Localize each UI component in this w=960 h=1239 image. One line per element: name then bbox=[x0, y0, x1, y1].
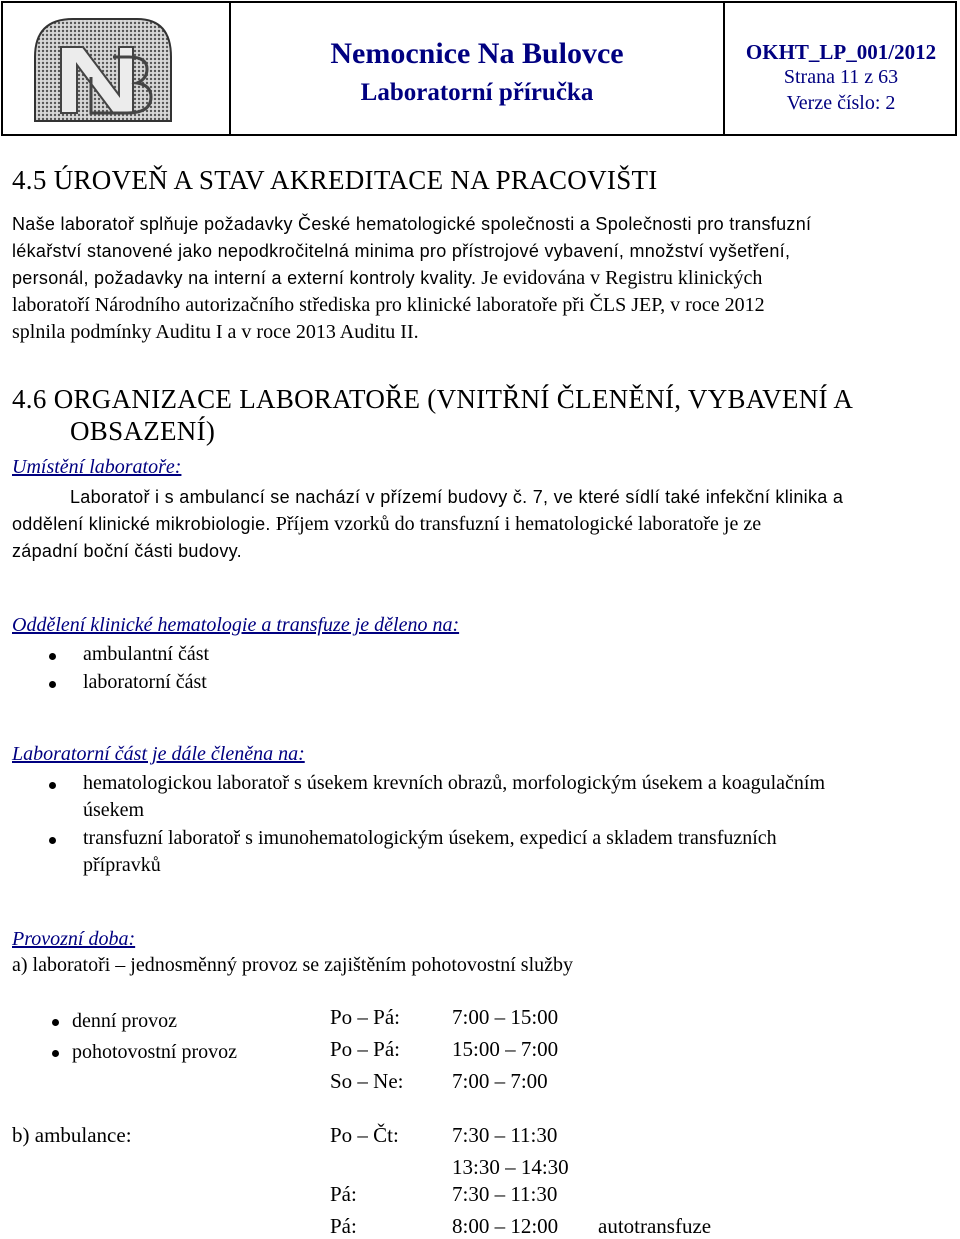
hours-days: Pá: bbox=[330, 1182, 357, 1206]
accreditation-paragraph bbox=[12, 211, 952, 346]
bullet-icon bbox=[49, 837, 56, 844]
shift-item: pohotovostní provoz bbox=[72, 1041, 237, 1063]
hours-days: Po – Pá: bbox=[330, 1037, 401, 1061]
hours-time: 15:00 – 7:00 bbox=[452, 1037, 559, 1061]
bullet-icon bbox=[49, 681, 56, 688]
paragraph-line: laboratoří Národního autorizačního střediska pro klinické laboratoře při ČLS JEP, v roce 2012 bbox=[12, 294, 765, 316]
hours-time: 8:00 – 12:00 bbox=[452, 1214, 559, 1238]
list-item: ambulantní část bbox=[83, 643, 210, 665]
hours-lab-line: a) laboratoři – jednosměnný provoz se zajištěním pohotovostní služby bbox=[12, 954, 573, 976]
document-code: OKHT_LP_001/2012 bbox=[745, 40, 937, 64]
section-heading-4-6-cont: OBSAZENÍ) bbox=[70, 416, 216, 446]
hours-time: 7:00 – 7:00 bbox=[452, 1069, 548, 1093]
document-header bbox=[1, 1, 957, 136]
page-number: Strana 11 z 63 bbox=[783, 66, 899, 88]
paragraph-line: oddělení klinické mikrobiologie. Příjem vzorků do transfuzní i hematologické laboratoře je ze bbox=[12, 513, 762, 535]
hours-time: 7:00 – 15:00 bbox=[452, 1005, 559, 1029]
bullet-icon bbox=[49, 653, 56, 660]
section-heading-4-5: 4.5 ÚROVEŇ A STAV AKREDITACE NA PRACOVIŠTI bbox=[12, 165, 658, 195]
paragraph-line: západní boční části budovy. bbox=[12, 541, 242, 561]
paragraph-line: lékařství stanovené jako nepodkročitelná minima pro přístrojové vybavení, množství vyšetření, bbox=[12, 241, 791, 261]
list-item: laboratorní část bbox=[83, 671, 207, 693]
hours-time: 7:30 – 11:30 bbox=[452, 1123, 558, 1147]
bullet-icon bbox=[52, 1019, 59, 1026]
list-item: transfuzní laboratoř s imunohematologickým úsekem, expedicí a skladem transfuzních přípravků bbox=[83, 827, 777, 876]
bullet-icon bbox=[49, 782, 56, 789]
paragraph-line: personál, požadavky na interní a externí kontroly kvality. Je evidována v Registru klinických bbox=[12, 267, 763, 289]
hours-time: 13:30 – 14:30 bbox=[452, 1155, 569, 1179]
lab-divisions-label: Laboratorní část je dále členěna na: bbox=[12, 743, 305, 765]
list-item: hematologickou laboratoř s úsekem krevních obrazů, morfologickým úsekem a koagulačním úsekem bbox=[83, 772, 826, 821]
hours-ambulance-label: b) ambulance: bbox=[12, 1123, 132, 1147]
location-label: Umístění laboratoře: bbox=[12, 456, 182, 478]
paragraph-line: Laboratoř i s ambulancí se nachází v přízemí budovy č. 7, ve které sídlí také infekční klinika a bbox=[70, 487, 844, 507]
hours-note: autotransfuze bbox=[598, 1214, 712, 1238]
bullet-icon bbox=[52, 1050, 59, 1057]
shift-item: denní provoz bbox=[72, 1010, 177, 1032]
hours-label: Provozní doba: bbox=[12, 928, 136, 950]
location-paragraph bbox=[12, 484, 952, 565]
section-heading-4-6: 4.6 ORGANIZACE LABORATOŘE (VNITŘNÍ ČLENĚNÍ, VYBAVENÍ A bbox=[12, 384, 854, 414]
paragraph-line: splnila podmínky Auditu I a v roce 2013 Auditu II. bbox=[12, 321, 419, 343]
hours-time: 7:30 – 11:30 bbox=[452, 1182, 558, 1206]
hours-days: Po – Čt: bbox=[330, 1123, 399, 1147]
hours-days: Pá: bbox=[330, 1214, 357, 1238]
handbook-title: Laboratorní příručka bbox=[360, 79, 594, 106]
department-label: Oddělení klinické hematologie a transfuze je děleno na: bbox=[12, 614, 460, 636]
version-number: Verze číslo: 2 bbox=[786, 92, 896, 114]
paragraph-line: Naše laboratoř splňuje požadavky České hematologické společnosti a Společnosti pro transfuzní bbox=[12, 214, 812, 234]
hospital-logo bbox=[33, 17, 173, 123]
hours-days: Po – Pá: bbox=[330, 1005, 401, 1029]
hours-days: So – Ne: bbox=[330, 1069, 404, 1093]
hospital-name: Nemocnice Na Bulovce bbox=[330, 37, 624, 70]
